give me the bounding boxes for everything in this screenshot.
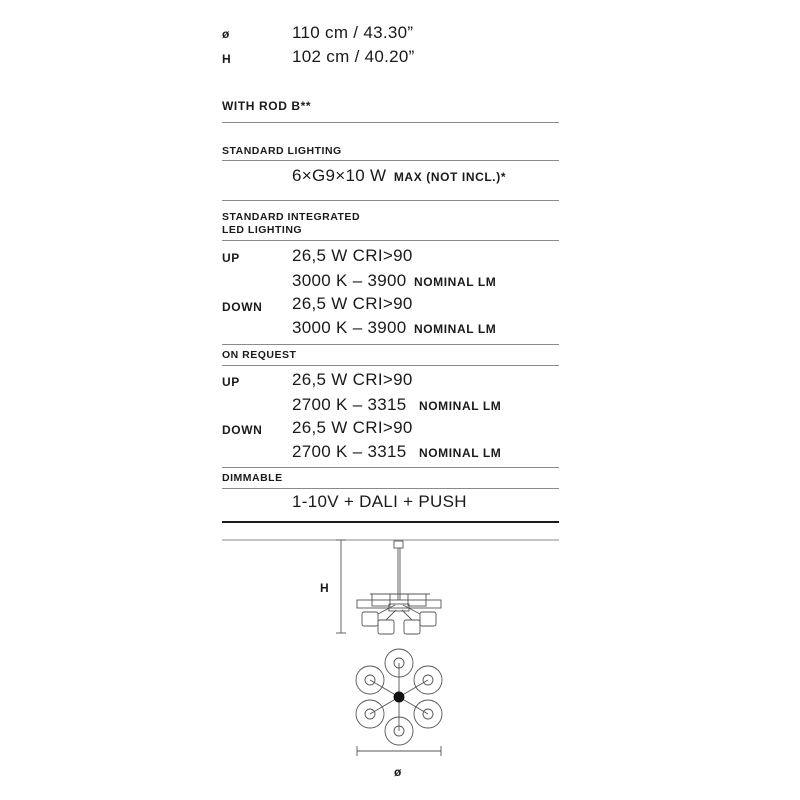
- diameter-symbol: ø: [222, 27, 230, 41]
- height-dimension-label: H: [320, 581, 330, 595]
- dimmable-header: DIMMABLE: [222, 472, 283, 484]
- request-up-label: UP: [222, 375, 240, 389]
- request-down-unit: NOMINAL LM: [418, 446, 502, 460]
- integrated-up-line2: 3000 K – 3900: [292, 271, 407, 290]
- height-value: 102 cm / 40.20”: [292, 47, 415, 66]
- side-view: [336, 540, 441, 634]
- integrated-down-label: DOWN: [222, 300, 263, 314]
- request-down-line2: 2700 K – 3315: [292, 442, 407, 461]
- diameter-dimension-label: ø: [394, 765, 402, 779]
- integrated-up-label: UP: [222, 251, 240, 265]
- integrated-down-unit: NOMINAL LM: [413, 322, 497, 336]
- integrated-down-line2: 3000 K – 3900: [292, 318, 407, 337]
- integrated-led-header-line2: LED LIGHTING: [222, 224, 303, 236]
- standard-lighting-value: 6×G9×10 W: [292, 166, 387, 185]
- request-down-line1: 26,5 W CRI>90: [292, 418, 413, 437]
- integrated-up-unit: NOMINAL LM: [413, 275, 497, 289]
- integrated-up-line1: 26,5 W CRI>90: [292, 246, 413, 265]
- request-up-line1: 26,5 W CRI>90: [292, 370, 413, 389]
- dimmable-value: 1-10V + DALI + PUSH: [292, 492, 467, 511]
- request-down-label: DOWN: [222, 423, 263, 437]
- top-view: [356, 649, 442, 756]
- height-symbol: H: [222, 52, 232, 66]
- standard-lighting-suffix: MAX (NOT INCL.)*: [393, 170, 507, 184]
- integrated-down-line1: 26,5 W CRI>90: [292, 294, 413, 313]
- diameter-value: 110 cm / 43.30”: [292, 23, 414, 42]
- request-up-line2: 2700 K – 3315: [292, 395, 407, 414]
- integrated-led-header-line1: STANDARD INTEGRATED: [222, 211, 361, 223]
- rod-note: WITH ROD B**: [222, 99, 312, 113]
- standard-lighting-header: STANDARD LIGHTING: [222, 145, 342, 157]
- on-request-header: ON REQUEST: [222, 349, 297, 361]
- request-up-unit: NOMINAL LM: [418, 399, 502, 413]
